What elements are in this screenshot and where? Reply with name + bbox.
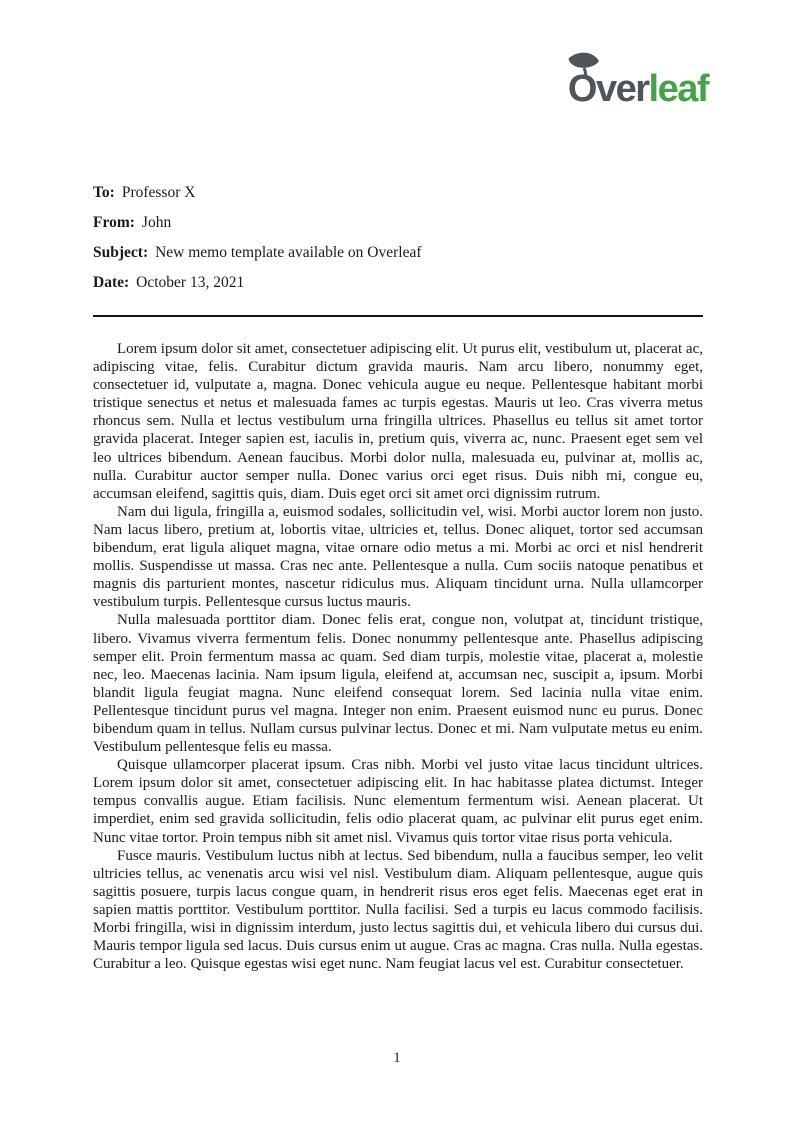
logo-o-mark xyxy=(568,66,649,112)
body-paragraph-3: Nulla malesuada porttitor diam. Donec felis erat, congue non, volutpat at, tincidunt tristique, libero. Vivamus viverra fermentum felis. Donec nonummy pellentesque ante. Phasellus adipiscing semper elit. Proin fermentum massa ac quam. Sed diam turpis, molestie vitae, placerat a, molestie nec, leo. Maecenas lacinia. Nam ipsum ligula, eleifend at, accumsan nec, suscipit a, ipsum. Morbi blandit ligula feugiat magna. Nunc eleifend consequat lorem. Sed lacinia nulla vitae enim. Pellentesque tincidunt purus vel magna. Integer non enim. Praesent euismod nunc eu purus. Donec bibendum quam in tellus. Nullam cursus pulvinar lectus. Donec et mi. Nam vulputate metus eu enim. Vestibulum pellentesque felis eu massa. xyxy=(93,612,703,756)
memo-header xyxy=(93,183,703,303)
logo-text-green: leaf xyxy=(648,68,708,110)
memo-field-subject xyxy=(93,243,703,262)
subject-label: Subject: xyxy=(93,244,149,261)
memo-field-to xyxy=(93,183,703,202)
to-label: To: xyxy=(93,184,115,201)
body-paragraph-2: Nam dui ligula, fringilla a, euismod sodales, sollicitudin vel, wisi. Morbi auctor lorem non justo. Nam lacus libero, pretium at, lobortis vitae, ultricies et, tellus. Donec aliquet, tortor sed accumsan bibendum, erat ligula aliquet magna, vitae ornare odio metus a mi. Morbi ac orci et nisl hendrerit mollis. Suspendisse ut massa. Cras nec ante. Pellentesque a nulla. Cum sociis natoque penatibus et magnis dis parturient montes, nascetur ridiculus mus. Aliquam tincidunt urna. Nulla ullamcorper vestibulum turpis. Pellentesque cursus luctus mauris. xyxy=(93,503,703,611)
header-divider-rule xyxy=(93,315,703,317)
memo-field-date xyxy=(93,273,703,292)
date-value: October 13, 2021 xyxy=(136,274,245,291)
from-label: From: xyxy=(93,214,135,231)
date-label: Date: xyxy=(93,274,130,291)
from-value: John xyxy=(141,214,172,231)
to-value: Professor X xyxy=(121,184,196,201)
body-paragraph-5: Fusce mauris. Vestibulum luctus nibh at lectus. Sed bibendum, nulla a faucibus semper, leo velit ultricies tellus, ac venenatis arcu wisi vel nisl. Vestibulum diam. Aliquam pellentesque, augue quis sagittis posuere, turpis lacus congue quam, in hendrerit risus eros eget felis. Maecenas eget erat in sapien mattis porttitor. Vestibulum porttitor. Nulla facilisi. Sed a turpis eu lacus commodo facilisis. Morbi fringilla, wisi in dignissim interdum, justo lectus sagittis dui, et vehicula libero dui cursus dui. Mauris tempor ligula sed lacus. Duis cursus enim ut augue. Cras ac magna. Cras nulla. Nulla egestas. Curabitur a leo. Quisque egestas wisi eget nunc. Nam feugiat lacus vel est. Curabitur consectetuer. xyxy=(93,847,703,973)
overleaf-logo xyxy=(568,66,708,112)
subject-value: New memo template available on Overleaf xyxy=(155,244,422,261)
logo-text-gray: Over xyxy=(567,68,649,110)
page-number: 1 xyxy=(393,1050,401,1066)
memo-body xyxy=(93,340,703,973)
body-paragraph-1: Lorem ipsum dolor sit amet, consectetuer adipiscing elit. Ut purus elit, vestibulum ut, placerat ac, adipiscing vitae, felis. Curabitur dictum gravida mauris. Nam arcu libero, nonummy eget, consectetuer id, vulputate a, magna. Donec vehicula augue eu neque. Pellentesque habitant morbi tristique senectus et netus et malesuada fames ac turpis egestas. Mauris ut leo. Cras viverra metus rhoncus sem. Nulla et lectus vestibulum urna fringilla ultrices. Phasellus eu tellus sit amet tortor gravida placerat. Integer sapien est, iaculis in, pretium quis, viverra ac, nunc. Praesent eget sem vel leo ultrices bibendum. Aenean faucibus. Morbi dolor nulla, malesuada eu, pulvinar at, mollis ac, nulla. Curabitur auctor semper nulla. Donec varius orci eget risus. Duis nibh mi, congue eu, accumsan eleifend, sagittis quis, diam. Duis eget orci sit amet orci dignissim rutrum. xyxy=(93,341,703,502)
memo-field-from xyxy=(93,213,703,232)
body-paragraph-4: Quisque ullamcorper placerat ipsum. Cras nibh. Morbi vel justo vitae lacus tincidunt ultrices. Lorem ipsum dolor sit amet, consectetuer adipiscing elit. In hac habitasse platea dictumst. Integer tempus convallis augue. Etiam facilisis. Nunc elementum fermentum wisi. Aenean placerat. Ut imperdiet, enim sed gravida sollicitudin, felis odio placerat quam, ac pulvinar elit purus eget enim. Nunc vitae tortor. Proin tempus nibh sit amet nisl. Vivamus quis tortor vitae risus porta vehicula. xyxy=(93,757,703,846)
